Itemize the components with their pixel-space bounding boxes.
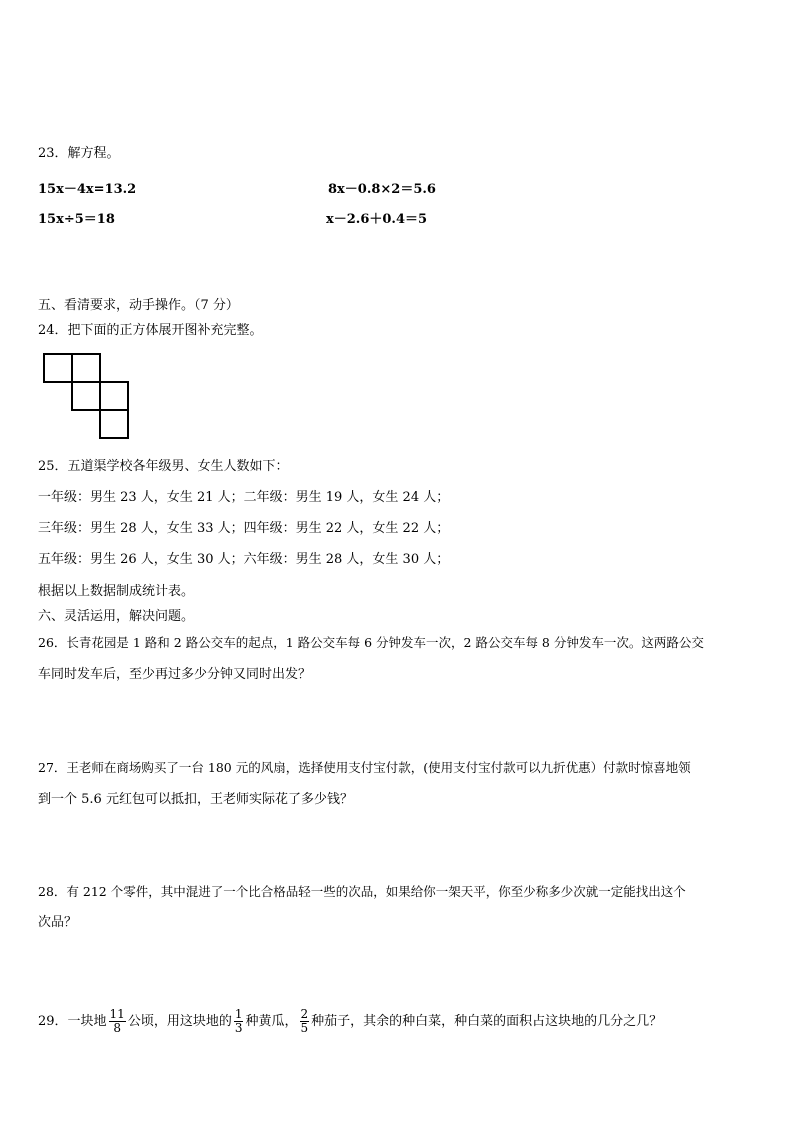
fraction-denominator: 8 — [113, 1021, 121, 1035]
net-square — [72, 382, 100, 410]
q29-part-3: 种黄瓜， — [245, 1014, 298, 1029]
q27-line-2: 到一个 5.6 元红包可以抵扣，王老师实际花了多少钱？ — [38, 792, 353, 807]
section6-title: 六、灵活运用，解决问题。 — [38, 609, 195, 624]
q26-line-2: 车同时发车后，至少再过多少分钟又同时出发？ — [38, 667, 312, 682]
q25-line-3: 五年级：男生 26 人，女生 30 人；六年级：男生 28 人，女生 30 人； — [38, 552, 450, 567]
q28-line-2: 次品？ — [38, 915, 78, 930]
fraction-denominator: 5 — [300, 1021, 309, 1035]
fraction-denominator: 3 — [234, 1021, 243, 1035]
equation-4: x－2.6＋0.4＝5 — [326, 212, 428, 227]
q25-line-1: 一年级：男生 23 人，女生 21 人；二年级：男生 19 人，女生 24 人； — [38, 490, 450, 505]
fraction-numerator: 1 — [234, 1007, 243, 1021]
section5-title: 五、看清要求，动手操作。（7 分） — [38, 298, 239, 313]
q27-line-1: 27．王老师在商场购买了一台 180 元的风扇，选择使用支付宝付款，(使用支付宝付款可以九折优惠）付款时惊喜地领 — [38, 760, 691, 775]
q28-line-1: 28．有 212 个零件，其中混进了一个比合格品轻一些的次品，如果给你一架天平，你至少称多少次就一定能找出这个 — [38, 884, 686, 899]
equation-2: 8x－0.8×2＝5.6 — [328, 182, 436, 197]
net-square — [100, 382, 128, 410]
net-square — [44, 354, 72, 382]
net-square — [100, 410, 128, 438]
q29-part-4: 种茄子，其余的种白菜，种白菜的面积占这块地的几分之几？ — [311, 1014, 663, 1029]
q25-line-2: 三年级：男生 28 人，女生 33 人；四年级：男生 22 人，女生 22 人； — [38, 521, 450, 536]
q25-tail: 根据以上数据制成统计表。 — [38, 584, 195, 599]
q23-title: 23．解方程。 — [38, 146, 120, 161]
q29-part-1: 29．一块地 — [38, 1014, 107, 1029]
fraction-numerator: 2 — [300, 1007, 309, 1021]
fraction-numerator: 11 — [109, 1007, 125, 1021]
fraction-1-3 — [234, 1008, 244, 1035]
q25-text: 25．五道渠学校各年级男、女生人数如下： — [38, 459, 289, 474]
cube-net-figure — [43, 353, 133, 445]
equation-3: 15x÷5＝18 — [38, 212, 115, 227]
equation-1: 15x－4x=13.2 — [38, 182, 137, 197]
q24-text: 24．把下面的正方体展开图补充完整。 — [38, 323, 263, 338]
q29-part-2: 公顷，用这块地的 — [127, 1014, 232, 1029]
fraction-11-8 — [109, 1008, 126, 1035]
net-square — [72, 354, 100, 382]
q29-line — [38, 1003, 662, 1041]
q26-line-1: 26．长青花园是 1 路和 2 路公交车的起点，1 路公交车每 6 分钟发车一次，2 路公交车每 8 分钟发车一次。这两路公交 — [38, 635, 704, 650]
fraction-2-5 — [300, 1008, 310, 1035]
